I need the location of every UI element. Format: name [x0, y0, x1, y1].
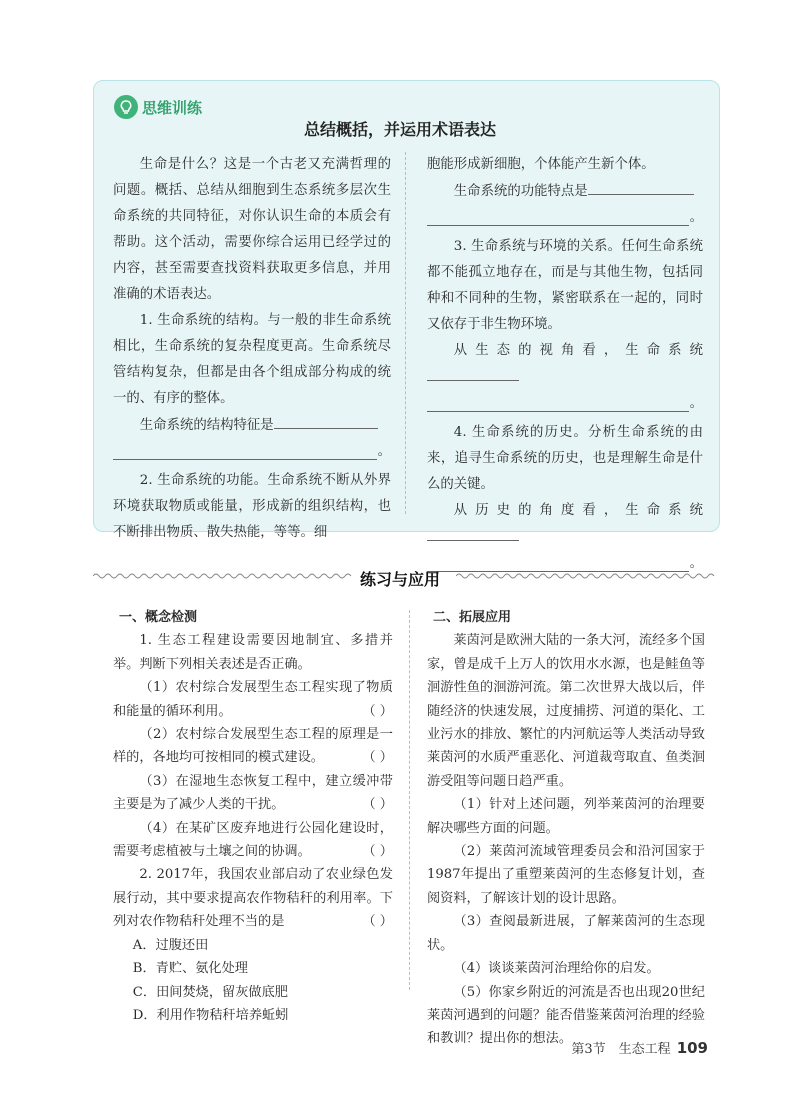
- item2-prompt: 生命系统的功能特点是: [427, 178, 703, 205]
- question-1-3: （3）在湿地生态恢复工程中，建立缓冲带主要是为了减少人类的干扰。 （ ）: [113, 770, 393, 817]
- item3-blank-inline[interactable]: [427, 364, 519, 381]
- item1-prompt: 生命系统的结构特征是: [113, 412, 391, 439]
- question-1: 1. 生态工程建设需要因地制宜、多措并举。判断下列相关表述是否正确。: [113, 633, 393, 672]
- concept-check-heading: 一、概念检测: [119, 610, 198, 625]
- answer-paren[interactable]: （ ）: [362, 750, 393, 766]
- item3-paragraph: 3. 生命系统与环境的关系。任何生命系统都不能孤立地存在，而是与其他生物，包括同种和不同种的生物，紧密联系在一起的，同时又依存于非生物环境。: [427, 239, 703, 332]
- answer-paren[interactable]: （ ）: [362, 797, 393, 813]
- rhine-question-5: （5）你家乡附近的河流是否也出现20世纪莱茵河遇到的问题？能否借鉴莱茵河治理的经验和教训？提出你的想法。: [427, 984, 705, 1047]
- answer-paren[interactable]: （ ）: [362, 703, 393, 719]
- option-d[interactable]: D．利用作物秸秆培养蚯蚓: [132, 1007, 289, 1023]
- item4-paragraph: 4. 生命系统的历史。分析生命系统的由来，追寻生命系统的历史，也是理解生命是什么的关键。: [427, 425, 703, 492]
- right-wave-decoration: [456, 568, 718, 584]
- exercise-title: 练习与应用: [359, 570, 440, 589]
- rhine-intro: 莱茵河是欧洲大陆的一条大河，流经多个国家，曾是成千上万人的饮用水水源，也是鲑鱼等洄游性鱼的洄游河流。第二次世界大战以后，伴随经济的快速发展，过度捕捞、河道的渠化、工业污水的排放、繁忙的内河航运等人类活动导致莱茵河的水质严重恶化、河道裁弯取直、鱼类洄游受阻等问题日趋严重。: [427, 633, 705, 789]
- item3-blank[interactable]: 。: [427, 391, 689, 412]
- item1-blank[interactable]: 。: [113, 439, 377, 460]
- column-divider: [405, 152, 406, 514]
- item2-paragraph: 2. 生命系统的功能。生命系统不断从外界环境获取物质或能量，形成新的组织结构，也不断排出物质、散失热能，等等。细: [113, 473, 391, 540]
- item2-continued: 胞能形成新细胞，个体能产生新个体。: [427, 157, 655, 172]
- section-label: 第3节 生态工程: [571, 1042, 671, 1057]
- exercise-divider: [409, 610, 410, 990]
- box-right-column: [427, 152, 703, 572]
- intro-paragraph: 生命是什么？这是一个古老又充满哲理的问题。概括、总结从细胞到生态系统多层次生命系统的共同特征，对你认识生命的本质会有帮助。这个活动，需要你综合运用已经学过的内容，甚至需要查找资料获取更多信息，并用准确的术语表达。: [113, 157, 391, 302]
- lightbulb-icon: [114, 95, 138, 119]
- question-2: 2. 2017年，我国农业部启动了农业绿色发展行动，其中要求提高农作物秸秆的利用率。下列对农作物秸秆处理不当的是 （ ）: [113, 863, 393, 933]
- exercise-left-column: [113, 606, 393, 1027]
- answer-paren[interactable]: （ ）: [362, 844, 393, 860]
- rhine-question-2: （2）莱茵河流域管理委员会和沿河国家于1987年提出了重塑莱茵河的生态修复计划，查阅资料，了解该计划的设计思路。: [427, 844, 705, 906]
- option-b[interactable]: B．青贮、氨化处理: [132, 961, 248, 977]
- question-1-2: （2）农村综合发展型生态工程的原理是一样的，各地均可按相同的模式建设。 （ ）: [113, 723, 393, 770]
- box-title: 总结概括，并运用术语表达: [303, 120, 496, 139]
- item3-prompt: 从生态的视角看，生命系统: [427, 338, 703, 391]
- page-number: 109: [676, 1039, 708, 1057]
- rhine-question-3: （3）查阅最新进展，了解莱茵河的生态现状。: [427, 914, 705, 953]
- rhine-question-1: （1）针对上述问题，列举莱茵河的治理要解决哪些方面的问题。: [427, 797, 705, 836]
- extension-heading: 二、拓展应用: [433, 610, 512, 625]
- item1-paragraph: 1. 生命系统的结构。与一般的非生命系统相比，生命系统的复杂程度更高。生命系统尽管结构复杂，但都是由各个组成部分构成的统一的、有序的整体。: [113, 313, 391, 406]
- item2-blank[interactable]: 。: [427, 205, 689, 226]
- question-1-1: （1）农村综合发展型生态工程实现了物质和能量的循环利用。 （ ）: [113, 676, 393, 723]
- exercise-right-column: [427, 606, 705, 1051]
- page-footer: [571, 1038, 708, 1057]
- item4-prompt: 从历史的角度看，生命系统: [427, 498, 703, 551]
- badge-label: 思维训练: [142, 98, 203, 117]
- item4-blank[interactable]: 。: [427, 551, 689, 572]
- option-c[interactable]: C．田间焚烧，留灰做底肥: [132, 984, 288, 1000]
- item2-blank-inline[interactable]: [588, 178, 694, 195]
- item4-blank-inline[interactable]: [427, 524, 519, 541]
- rhine-question-4: （4）谈谈莱茵河治理给你的启发。: [453, 961, 660, 977]
- question-1-4: （4）在某矿区废弃地进行公园化建设时，需要考虑植被与土壤之间的协调。 （ ）: [113, 817, 393, 864]
- box-left-column: [113, 152, 391, 546]
- option-a[interactable]: A．过腹还田: [132, 937, 209, 953]
- answer-paren[interactable]: （ ）: [362, 914, 393, 930]
- item1-blank-inline[interactable]: [274, 412, 378, 429]
